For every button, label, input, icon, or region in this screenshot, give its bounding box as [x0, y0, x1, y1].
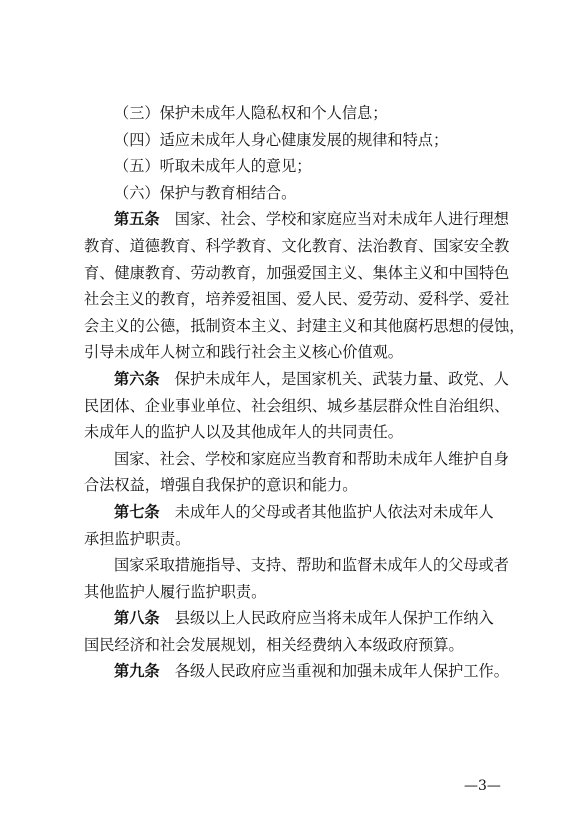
article-5-line: 社会主义的教育，培养爱祖国、爱人民、爱劳动、爱科学、爱社	[84, 290, 510, 309]
article-6-line: 第六条 保护未成年人，是国家机关、武装力量、政党、人	[114, 369, 509, 388]
article-6-para2: 合法权益，增强自我保护的意识和能力。	[84, 476, 358, 495]
article-5-line: 教育、道德教育、科学教育、文化教育、法治教育、国家安全教	[84, 236, 510, 255]
article-9-label: 第九条	[114, 662, 160, 681]
page-number: —3—	[464, 778, 501, 794]
list-item: （五）听取未成年人的意见；	[114, 157, 312, 176]
article-6-line: 未成年人的监护人以及其他成年人的共同责任。	[84, 423, 403, 442]
article-7-para2: 其他监护人履行监护职责。	[84, 582, 267, 601]
article-6-line: 民团体、企业事业单位、社会组织、城乡基层群众性自治组织、	[84, 396, 510, 415]
article-7-line: 第七条 未成年人的父母或者其他监护人依法对未成年人	[114, 502, 494, 521]
article-5-line: 会主义的公德，抵制资本主义、封建主义和其他腐朽思想的侵蚀，	[84, 316, 525, 335]
list-item: （三）保护未成年人隐私权和个人信息；	[114, 104, 388, 122]
article-6-para2: 国家、社会、学校和家庭应当教育和帮助未成年人维护自身	[114, 449, 509, 468]
article-5-line: 引导未成年人树立和践行社会主义核心价值观。	[84, 343, 403, 362]
article-7-label: 第七条	[114, 502, 160, 521]
article-7-para2: 国家采取措施指导、支持、帮助和监督未成年人的父母或者	[114, 556, 509, 575]
article-7-line: 承担监护职责。	[84, 529, 191, 548]
list-item: （六）保护与教育相结合。	[114, 183, 297, 202]
article-8-label: 第八条	[114, 609, 160, 628]
article-8-line: 国民经济和社会发展规划，相关经费纳入本级政府预算。	[84, 635, 464, 654]
article-8-line: 第八条 县级以上人民政府应当将未成年人保护工作纳入	[114, 609, 494, 628]
article-5-line: 第五条 国家、社会、学校和家庭应当对未成年人进行理想	[114, 210, 509, 229]
document-body	[84, 100, 525, 685]
article-5-label: 第五条	[114, 210, 160, 229]
article-5-line: 育、健康教育、劳动教育，加强爱国主义、集体主义和中国特色	[84, 263, 510, 282]
list-item: （四）适应未成年人身心健康发展的规律和特点；	[114, 130, 449, 149]
article-9-line: 第九条 各级人民政府应当重视和加强未成年人保护工作。	[114, 662, 509, 681]
article-6-label: 第六条	[114, 369, 160, 388]
